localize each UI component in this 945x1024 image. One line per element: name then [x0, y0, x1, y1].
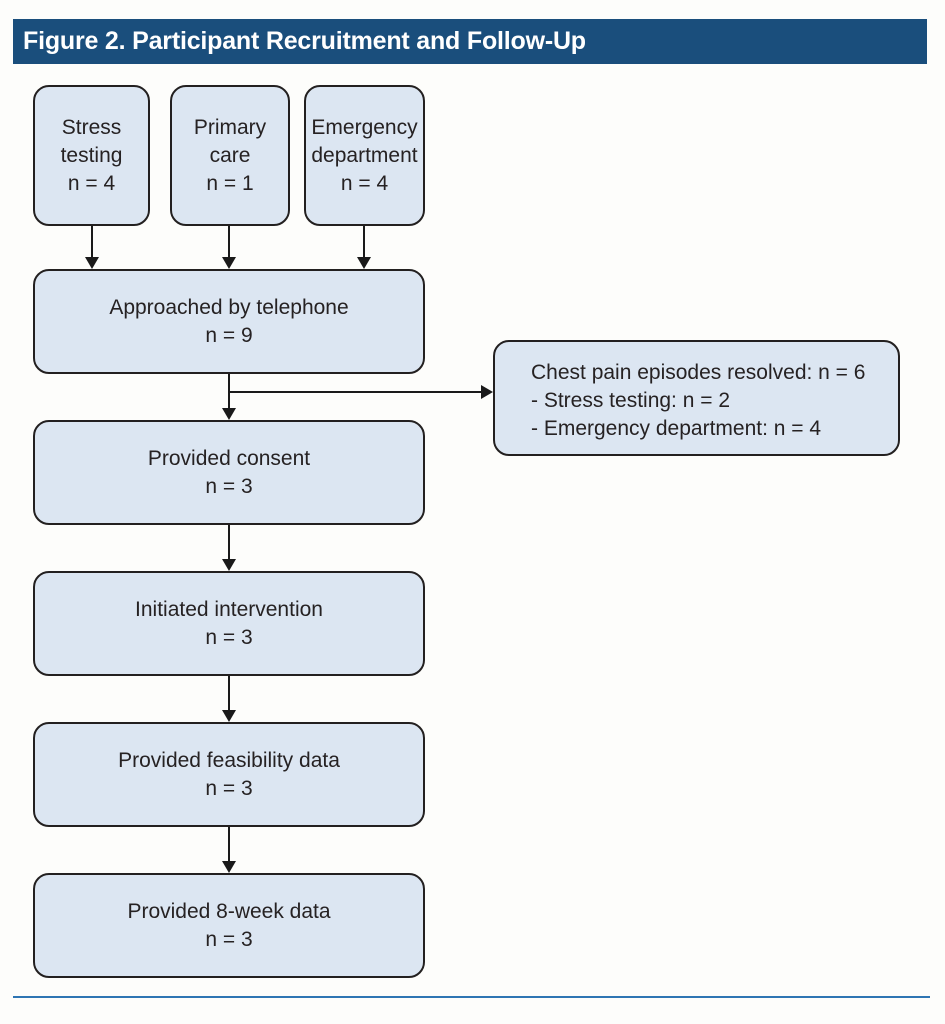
- node-label: Provided 8-week data: [127, 899, 331, 923]
- exclusion-line: Chest pain episodes resolved: n = 6: [531, 361, 866, 384]
- arrow-emergency-to-telephone: [357, 226, 371, 269]
- figure-title-bar: [13, 19, 927, 64]
- node-count: n = 4: [340, 171, 389, 195]
- arrow-branch-to-chest-pain-resolved: [229, 385, 493, 399]
- node-count: n = 3: [205, 625, 253, 649]
- arrow-shaft: [229, 391, 482, 393]
- node-count: n = 3: [205, 927, 253, 951]
- node-count: n = 3: [205, 474, 253, 498]
- node-count: n = 9: [205, 323, 253, 347]
- arrow-shaft: [228, 827, 230, 861]
- node-count: n = 3: [205, 776, 253, 800]
- arrow-head-icon: [481, 385, 493, 399]
- node-approached-by-telephone: [33, 269, 425, 374]
- node-primary-care: [170, 85, 290, 226]
- exclusion-line: - Emergency department: n = 4: [531, 417, 822, 440]
- node-emergency-department: [304, 85, 425, 226]
- arrow-stress-to-telephone: [85, 226, 99, 269]
- node-provided-8-week-data: [33, 873, 425, 978]
- arrow-shaft: [228, 226, 230, 257]
- node-label: Provided feasibility data: [118, 748, 340, 772]
- arrow-head-icon: [222, 408, 236, 420]
- node-stress-testing: [33, 85, 150, 226]
- arrow-consent-to-intervention: [222, 525, 236, 571]
- arrow-feasibility-to-week8: [222, 827, 236, 873]
- node-label: Primary care: [193, 115, 267, 167]
- arrow-shaft: [91, 226, 93, 257]
- node-label: Approached by telephone: [109, 295, 349, 319]
- node-provided-consent: [33, 420, 425, 525]
- bottom-divider: [13, 996, 930, 998]
- node-count: n = 4: [67, 171, 116, 195]
- arrow-shaft: [228, 525, 230, 559]
- arrow-shaft: [363, 226, 365, 257]
- arrow-shaft: [228, 676, 230, 710]
- node-label: Stress testing: [60, 115, 123, 167]
- node-provided-feasibility-data: [33, 722, 425, 827]
- node-label: Emergency department: [311, 115, 418, 167]
- arrow-head-icon: [222, 861, 236, 873]
- node-initiated-intervention: [33, 571, 425, 676]
- arrow-head-icon: [222, 559, 236, 571]
- node-count: n = 1: [206, 171, 254, 195]
- arrow-head-icon: [357, 257, 371, 269]
- arrow-primary-to-telephone: [222, 226, 236, 269]
- exclusion-line: - Stress testing: n = 2: [531, 389, 731, 412]
- node-label: Provided consent: [147, 446, 311, 470]
- node-chest-pain-resolved: [493, 340, 900, 456]
- figure-title: Figure 2. Participant Recruitment and Follow-Up: [23, 27, 586, 55]
- arrow-head-icon: [222, 710, 236, 722]
- node-label: Initiated intervention: [135, 597, 323, 621]
- arrow-head-icon: [222, 257, 236, 269]
- arrow-head-icon: [85, 257, 99, 269]
- arrow-intervention-to-feasibility: [222, 676, 236, 722]
